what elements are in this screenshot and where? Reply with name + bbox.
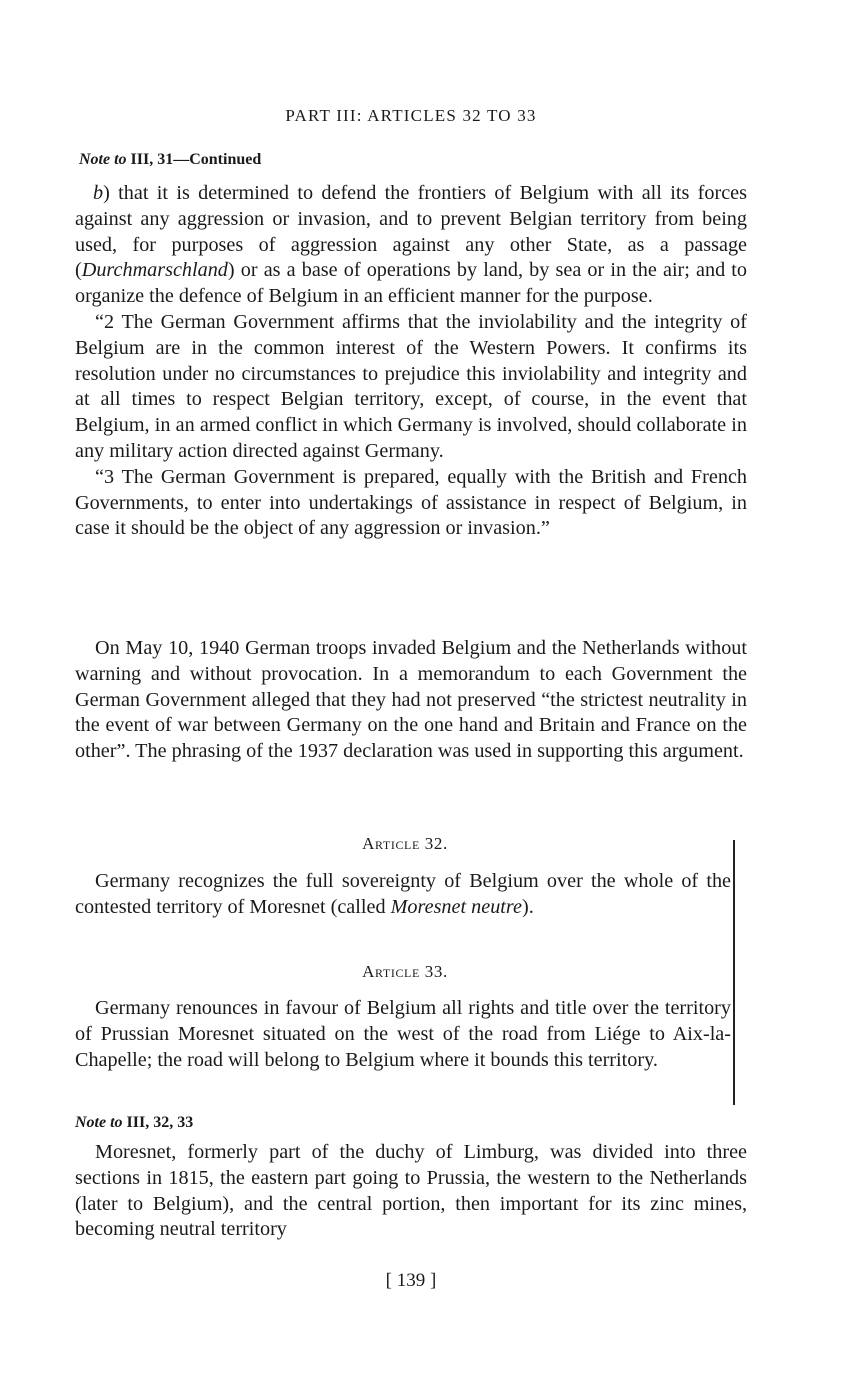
- paragraph-moresnet: Moresnet, formerly part of the duchy of Limburg, was divided into three sections in 1815, the eastern part going to Prussia, the western to the Netherlands (later to Belgium), and the central portion, then important for its zinc mines, becoming neutral territory: [75, 1141, 747, 1241]
- article-33-heading: Article 33.: [362, 962, 448, 981]
- item-marker: b: [93, 182, 104, 204]
- article-33-body: [75, 996, 731, 1073]
- note-32-33-body: [75, 1140, 747, 1243]
- note-ref: III, 31—Continued: [130, 151, 262, 168]
- paragraph-b-text-end: ) or as a base of operations by land, by sea or in the air; and to organize the defence of Belgium in an efficient manner for the purpose.: [75, 259, 747, 308]
- article-32-text-start: Germany recognizes the full sovereignty of Belgium over the whole of the contested territory of Moresnet (called: [75, 870, 731, 918]
- paragraph-1940-text: On May 10, 1940 German troops invaded Belgium and the Netherlands without warning and without provocation. In a memorandum to each Government the German Government alleged that they had not preserved “the strictest neutrality in the event of war between Germany on the one hand and Britain and France on the other”. The phrasing of the 1937 declaration was used in supporting this argument.: [75, 637, 747, 763]
- article-32-heading: Article 32.: [362, 834, 448, 853]
- article-33-text: Germany renounces in favour of Belgium all rights and title over the territory of Prussian Moresnet situated on the west of the road from Liége to Aix-la-Chapelle; the road will belong to Belgium where it bounds this territory.: [75, 997, 731, 1071]
- italic-term: Durchmarschland: [81, 259, 228, 282]
- margin-rule: [733, 840, 735, 1105]
- note-heading-31: [79, 151, 261, 169]
- page-number: [ 139 ]: [385, 1270, 437, 1291]
- note-ref: III, 32, 33: [126, 1114, 194, 1131]
- italic-term: Moresnet neutre: [390, 895, 522, 918]
- paragraph-quote-3: “3 The German Government is prepared, equally with the British and French Governments, to enter into undertakings of assistance in respect of Belgium, in case it should be the object of any aggression or invasion.”: [75, 465, 747, 540]
- article-32-text: [75, 869, 731, 921]
- note-31-body: [75, 181, 747, 542]
- paragraph-b-text: ) that it is determined to defend the frontiers of Belgium with all its forces against any aggression or invasion, and to prevent Belgian territory from being used, for purposes of aggression against any other State, as a passage (: [75, 182, 747, 282]
- paragraph-1940: [75, 636, 747, 765]
- article-32-text-end: ).: [521, 895, 534, 918]
- note-heading-32-33: [75, 1114, 193, 1132]
- note-prefix: Note to: [79, 151, 127, 168]
- running-head: PART III: ARTICLES 32 TO 33: [285, 106, 537, 125]
- article-32-body: [75, 869, 731, 921]
- paragraph-b: [75, 181, 747, 310]
- paragraph-quote-2: “2 The German Government affirms that the inviolability and the integrity of Belgium are in the common interest of the Western Powers. It confirms its resolution under no circumstances to prejudice this inviolability and integrity and at all times to respect Belgian territory, except, of course, in the event that Belgium, in an armed conflict in which Germany is involved, should collaborate in any military action directed against Germany.: [75, 310, 747, 462]
- note-prefix: Note to: [75, 1114, 123, 1131]
